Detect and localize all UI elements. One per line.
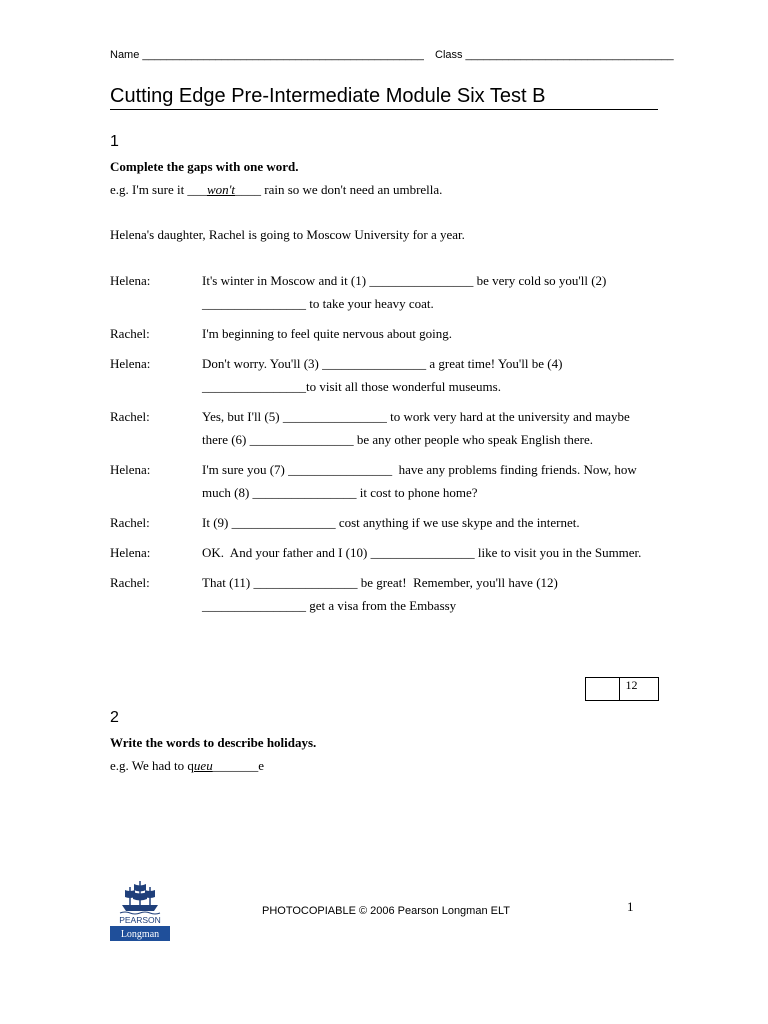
speaker: Helena: bbox=[110, 545, 151, 560]
line-text: OK. And your father and I (10) ________________ like to visit you in the Summer. bbox=[202, 545, 642, 560]
line-text: It (9) ________________ cost anything if we use skype and the internet. bbox=[202, 515, 580, 530]
speaker: Helena: bbox=[110, 356, 151, 371]
example-prefix: e.g. I'm sure it ___ bbox=[110, 182, 207, 197]
speaker: Rachel: bbox=[110, 575, 150, 590]
logo-top-text: PEARSON bbox=[119, 915, 161, 925]
section-1-example bbox=[110, 182, 442, 198]
speaker: Rachel: bbox=[110, 409, 150, 424]
dialogue-line bbox=[110, 458, 658, 504]
dialogue-intro: Helena's daughter, Rachel is going to Moscow University for a year. bbox=[110, 227, 465, 242]
line-text: It's winter in Moscow and it (1) ________________ be very cold so you'll (2) ________________ to take your heavy coat. bbox=[202, 273, 610, 311]
pearson-longman-logo bbox=[110, 879, 170, 941]
speaker: Rachel: bbox=[110, 515, 150, 530]
speaker: Helena: bbox=[110, 273, 151, 288]
score-entry-cell[interactable] bbox=[586, 678, 619, 700]
name-field-label: Name ______________________________________________ bbox=[110, 49, 424, 61]
page-title: Cutting Edge Pre-Intermediate Module Six Test B bbox=[110, 84, 658, 110]
speaker: Rachel: bbox=[110, 326, 150, 341]
line-text: Yes, but I'll (5) ________________ to work very hard at the university and maybe there (6) ________________ be any other people who speak English there. bbox=[202, 409, 634, 447]
footer-copyright: PHOTOCOPIABLE © 2006 Pearson Longman ELT bbox=[262, 905, 510, 917]
line-text: Don't worry. You'll (3) ________________ a great time! You'll be (4) ________________to visit all those wonderful museums. bbox=[202, 356, 566, 394]
dialogue-line bbox=[110, 269, 658, 315]
class-field-label: Class __________________________________ bbox=[435, 49, 674, 61]
score-box bbox=[585, 677, 659, 701]
ship-icon bbox=[120, 881, 160, 914]
example-answer: won't bbox=[206, 182, 236, 197]
dialogue bbox=[110, 269, 658, 624]
dialogue-line bbox=[110, 405, 658, 451]
dialogue-line bbox=[110, 571, 658, 617]
logo-bottom-text: Longman bbox=[120, 929, 160, 940]
line-text: I'm sure you (7) ________________ have any problems finding friends. Now, how much (8) ________________ it cost to phone home? bbox=[202, 462, 641, 500]
section-1-instruction: Complete the gaps with one word. bbox=[110, 159, 299, 174]
example-suffix: ____ rain so we don't need an umbrella. bbox=[235, 182, 443, 197]
section-2-instruction: Write the words to describe holidays. bbox=[110, 735, 317, 750]
example-answer: ueu bbox=[193, 758, 213, 773]
section-2-number: 2 bbox=[110, 709, 119, 726]
example-suffix: _______e bbox=[212, 758, 264, 773]
dialogue-line bbox=[110, 511, 658, 534]
section-1-number: 1 bbox=[110, 133, 119, 150]
dialogue-line bbox=[110, 352, 658, 398]
dialogue-line bbox=[110, 322, 658, 345]
score-total: 12 bbox=[619, 678, 659, 700]
example-prefix: e.g. We had to q bbox=[110, 758, 194, 773]
page-number: 1 bbox=[627, 899, 634, 914]
section-2-example bbox=[110, 758, 264, 774]
line-text: That (11) ________________ be great! Remember, you'll have (12) ________________ get a visa from the Embassy bbox=[202, 575, 562, 613]
speaker: Helena: bbox=[110, 462, 151, 477]
dialogue-line bbox=[110, 541, 658, 564]
line-text: I'm beginning to feel quite nervous about going. bbox=[202, 326, 453, 341]
